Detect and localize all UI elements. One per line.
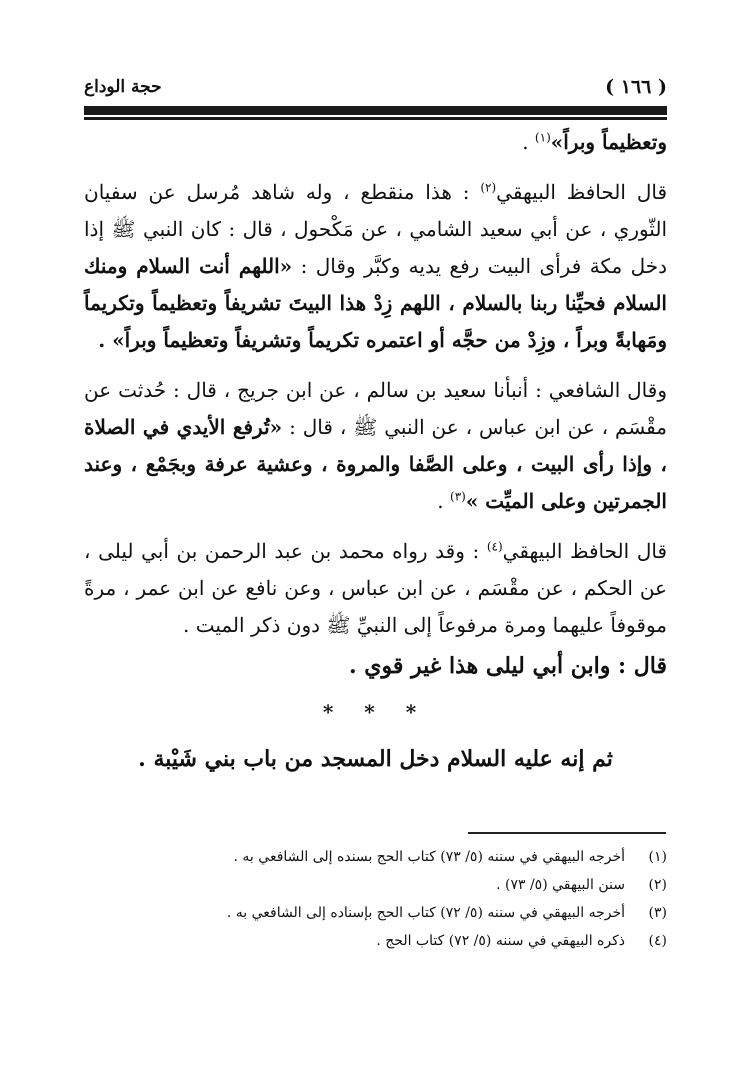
quote-end: وتعظيماً وبراً» [550, 130, 667, 154]
page-header [84, 74, 667, 100]
paragraph-continuation: وتعظيماً وبراً»$^{(١)}$ . [522, 130, 667, 154]
paragraph-entry: ثم إنه عليه السلام دخل المسجد من باب بني شَيْبة . [138, 746, 613, 772]
footnote-text: أخرجه البيهقي في سننه (٥/ ٧٢) كتاب الحج بإسناده إلى الشافعي به . [226, 905, 625, 921]
header-rule-thick [84, 106, 667, 115]
footnote-ref: (٢) [480, 180, 497, 195]
footnote-item [84, 843, 667, 871]
narrator: قال الحافظ البيهقي [502, 539, 667, 563]
footnote-ref: (١) [534, 130, 551, 145]
footnote-rule [468, 832, 666, 834]
footnote-text: ذكره البيهقي في سننه (٥/ ٧٢) كتاب الحج . [376, 933, 625, 949]
supplication-quote: «اللهم أنت السلام ومنك السلام فحيِّنا ربنا بالسلام ، اللهم زِدْ هذا البيتَ تشريفاً وتعظيماً وتكريماً ومَهابةً وبراً ، وزِدْ من حجَّه أو اعتمره تكريماً وتشريفاً وتعظيماً وبراً» . [84, 254, 667, 352]
hadith-quote: «تُرفع الأيدي في الصلاة ، وإذا رأى البيت ، وعلى الصَّفا والمروة ، وعشية عرفة وبجَمْع ، وعند الجمرتين وعلى الميِّت » [84, 415, 667, 513]
footnote-item [84, 899, 667, 927]
main-text [84, 124, 667, 778]
footnote-text: أخرجه البيهقي في سننه (٥/ ٧٣) كتاب الحج بسنده إلى الشافعي به . [233, 849, 625, 865]
narration-text: : وقد رواه محمد بن عبد الرحمن بن أبي ليلى ، عن الحكم ، عن مقْسَم ، عن ابن عباس ، وعن نافع عن ابن عمر ، مرةً موقوفاً عليهما ومرة مرفوعاً إلى النبيِّ ﷺ دون ذكر الميت . [84, 539, 667, 637]
narration-text: : هذا منقطع ، وله شاهد مُرسل عن سفيان الثّوري ، عن أبي سعيد الشامي ، عن مَكْحول ، قال : كان النبي ﷺ إذا دخل مكة فرأى البيت رفع يديه وكبَّر وقال : [84, 180, 667, 278]
header-rule-thin [84, 117, 667, 120]
section-separator: * * * [322, 700, 429, 724]
paragraph-judgement: قال : وابن أبي ليلى هذا غير قوي . [348, 653, 667, 679]
running-title: حجة الوداع [84, 77, 162, 97]
footnote-item [84, 927, 667, 955]
footnote-number: (٢) [648, 877, 667, 893]
footnote-ref: (٤) [486, 539, 503, 554]
footnote-number: (١) [648, 849, 667, 865]
paragraph-shafii: وقال الشافعي : أنبأنا سعيد بن سالم ، عن ابن جريج ، قال : حُدثت عن مقْسَم ، عن ابن عباس ، عن النبي ﷺ ، قال : «تُرفع الأيدي في الصلاة ، وإذا رأى البيت ، وعلى الصَّفا والمروة ، وعشية عرفة وبجَمْع ، وعند الجمرتين وعلى الميِّت »$^{(٣)}$ . [84, 378, 667, 513]
narrator: قال الحافظ البيهقي [496, 180, 668, 204]
page-number: ( ١٦٦ ) [605, 76, 667, 98]
footnote-text: سنن البيهقي (٥/ ٧٣) . [496, 877, 625, 893]
footnote-ref: (٣) [450, 489, 466, 504]
paragraph-bayhaqi-2 [84, 533, 667, 644]
footnote-item [84, 871, 667, 899]
footnote-number: (٣) [648, 905, 667, 921]
paragraph-bayhaqi-1 [84, 174, 667, 359]
footnotes [84, 843, 667, 955]
footnote-number: (٤) [648, 933, 667, 949]
narration-text: وقال الشافعي : أنبأنا سعيد بن سالم ، عن ابن جريج ، قال : حُدثت عن مقْسَم ، عن ابن عباس ، عن النبي ﷺ ، قال : [84, 378, 667, 439]
